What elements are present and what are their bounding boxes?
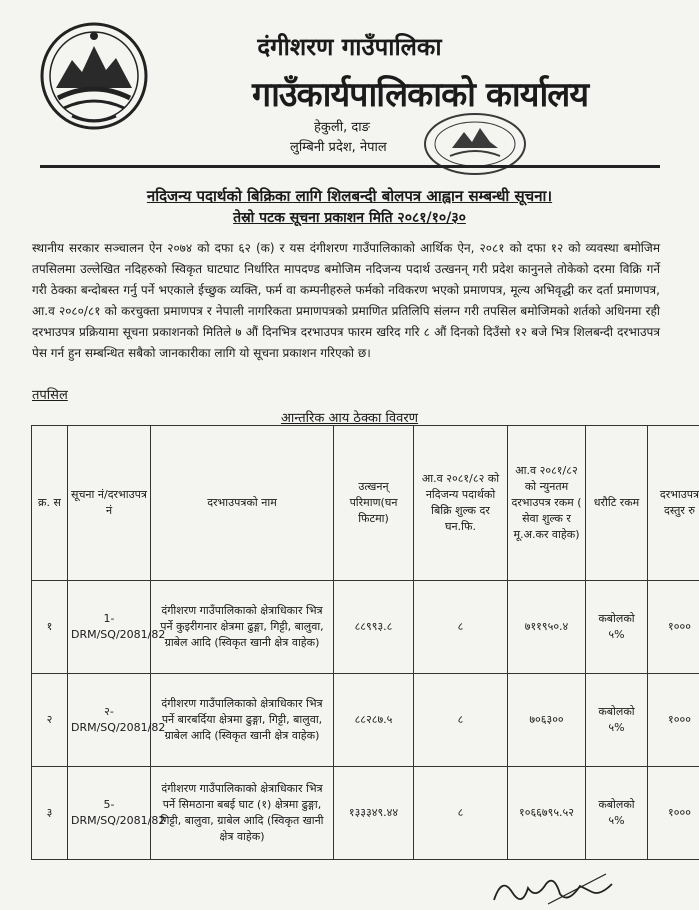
cell-sn: २: [32, 674, 68, 767]
cell-deposit: कबोलको ५%: [586, 581, 648, 674]
header-tender-name: दरभाउपत्रको नाम: [151, 426, 334, 581]
office-stamp: [420, 108, 530, 180]
cell-notice-no: 1-DRM/SQ/2081/82: [68, 581, 151, 674]
table-caption: आन्तरिक आय ठेक्का विवरण: [280, 411, 419, 426]
address-line-1: हेकुली, दाङ: [314, 120, 370, 135]
cell-quantity: ८८२८७.५: [334, 674, 414, 767]
table-row: [32, 674, 699, 767]
cell-fee: १०००: [648, 674, 699, 767]
header-notice-no: सूचना नं/दरभाउपत्र नं: [68, 426, 151, 581]
cell-rate: ८: [414, 767, 508, 860]
table-header-row: [32, 426, 699, 581]
cell-notice-no: २-DRM/SQ/2081/82: [68, 674, 151, 767]
header-rate: आ.व २०८१/८२ को नदिजन्य पदार्थको बिक्रि शुल्क दर घन.फि.: [414, 426, 508, 581]
table-row: [32, 581, 699, 674]
header-fee: दरभाउपत्र दस्तुर रु: [648, 426, 699, 581]
notice-title: नदिजन्य पदार्थको बिक्रिका लागि शिलबन्दी बोलपत्र आह्वान सम्बन्धी सूचना।: [146, 187, 553, 205]
section-label: तपसिल: [32, 388, 68, 403]
cell-rate: ८: [414, 581, 508, 674]
cell-min-amount: १०६६७९५.५२: [508, 767, 586, 860]
cell-sn: १: [32, 581, 68, 674]
cell-tender-name: दंगीशरण गाउँपालिकाको क्षेत्राधिकार भित्र पर्ने बारबर्दिया क्षेत्रमा ढुङ्गा, गिट्टी, बालुवा, ग्राबेल आदि (स्विकृत खानी क्षेत्र वाहेक): [151, 674, 334, 767]
cell-notice-no: 5-DRM/SQ/2081/82: [68, 767, 151, 860]
cell-fee: १०००: [648, 581, 699, 674]
municipality-name: दंगीशरण गाउँपालिका: [257, 33, 442, 61]
header-rule: [40, 165, 660, 168]
cell-quantity: १३३३४९.४४: [334, 767, 414, 860]
signature: [488, 870, 618, 908]
cell-deposit: कबोलको ५%: [586, 674, 648, 767]
office-name: गाउँकार्यपालिकाको कार्यालय: [251, 75, 589, 115]
cell-sn: ३: [32, 767, 68, 860]
table-row: [32, 767, 699, 860]
address-line-2: लुम्बिनी प्रदेश, नेपाल: [290, 140, 387, 155]
notice-subtitle: तेस्रो पटक सूचना प्रकाशन मिति २०८१/१०/३०: [233, 210, 466, 226]
header-deposit: धरौटि रकम: [586, 426, 648, 581]
cell-tender-name: दंगीशरण गाउँपालिकाको क्षेत्राधिकार भित्र पर्ने कुइरीगनार क्षेत्रमा ढुङ्गा, गिट्टी, बालुवा, ग्राबेल आदि (स्विकृत खानी क्षेत्र वाहेक): [151, 581, 334, 674]
notice-body: स्थानीय सरकार सञ्चालन ऐन २०७४ को दफा ६२ (क) र यस दंगीशरण गाउँपालिकाको आर्थिक ऐन, २०८१ को दफा १२ को व्यवस्था बमोजिम तपसिलमा उल्लेखित नदिहरुको स्विकृत घाटघाट निर्धारित मापदण्ड बमोजिम नदिजन्य पदार्थ उत्खनन् गरी प्रदेश कानुनले तोकेको दरमा विक्रि गर्ने गरी ठेक्का बन्दोबस्त गर्नु पर्ने भएकाले ईच्छुक व्यक्ति, फर्म वा कम्पनीहरुले फर्मको नविकरण भएको प्रमाणपत्र, मूल्य अभिवृद्धी कर दर्ता प्रमाणपत्र, आ.व २०८०/८१ को करचुक्ता प्रमाणपत्र र नेपाली नागरिकता प्रमाणपत्रको प्रमाणित प्रतिलिपि संलग्न गरी तपसिल बमोजिमको शर्तको अधिनमा रही दरभाउपत्र प्रक्रियामा सूचना प्रकाशनको मितिले ७ औं दिनभित्र दरभाउपत्र फारम खरिद गरि ८ औं दिनको दिउँसो १२ बजे भित्र शिलबन्दी दरभाउपत्र पेस गर्न हुन सम्बन्धित सबैको जानकारीका लागि यो सूचना प्रकाशन गरिएको छ।: [32, 241, 660, 360]
cell-fee: १०००: [648, 767, 699, 860]
tender-schedule-table: [31, 425, 699, 860]
cell-tender-name: दंगीशरण गाउँपालिकाको क्षेत्राधिकार भित्र पर्ने सिमठाना बबई घाट (१) क्षेत्रमा ढुङ्गा, गिट्टी, बालुवा, ग्राबेल आदि (स्विकृत खानी क्षेत्र वाहेक): [151, 767, 334, 860]
cell-min-amount: ७०६३००: [508, 674, 586, 767]
cell-rate: ८: [414, 674, 508, 767]
cell-deposit: कबोलको ५%: [586, 767, 648, 860]
header-sn: क्र. स: [32, 426, 68, 581]
header-quantity: उत्खनन् परिमाण(घन फिटमा): [334, 426, 414, 581]
cell-quantity: ८८९९३.८: [334, 581, 414, 674]
header-min-amount: आ.व २०८१/८२ को न्युनतम दरभाउपत्र रकम ( सेवा शुल्क र मू.अ.कर वाहेक): [508, 426, 586, 581]
cell-min-amount: ७११९५०.४: [508, 581, 586, 674]
